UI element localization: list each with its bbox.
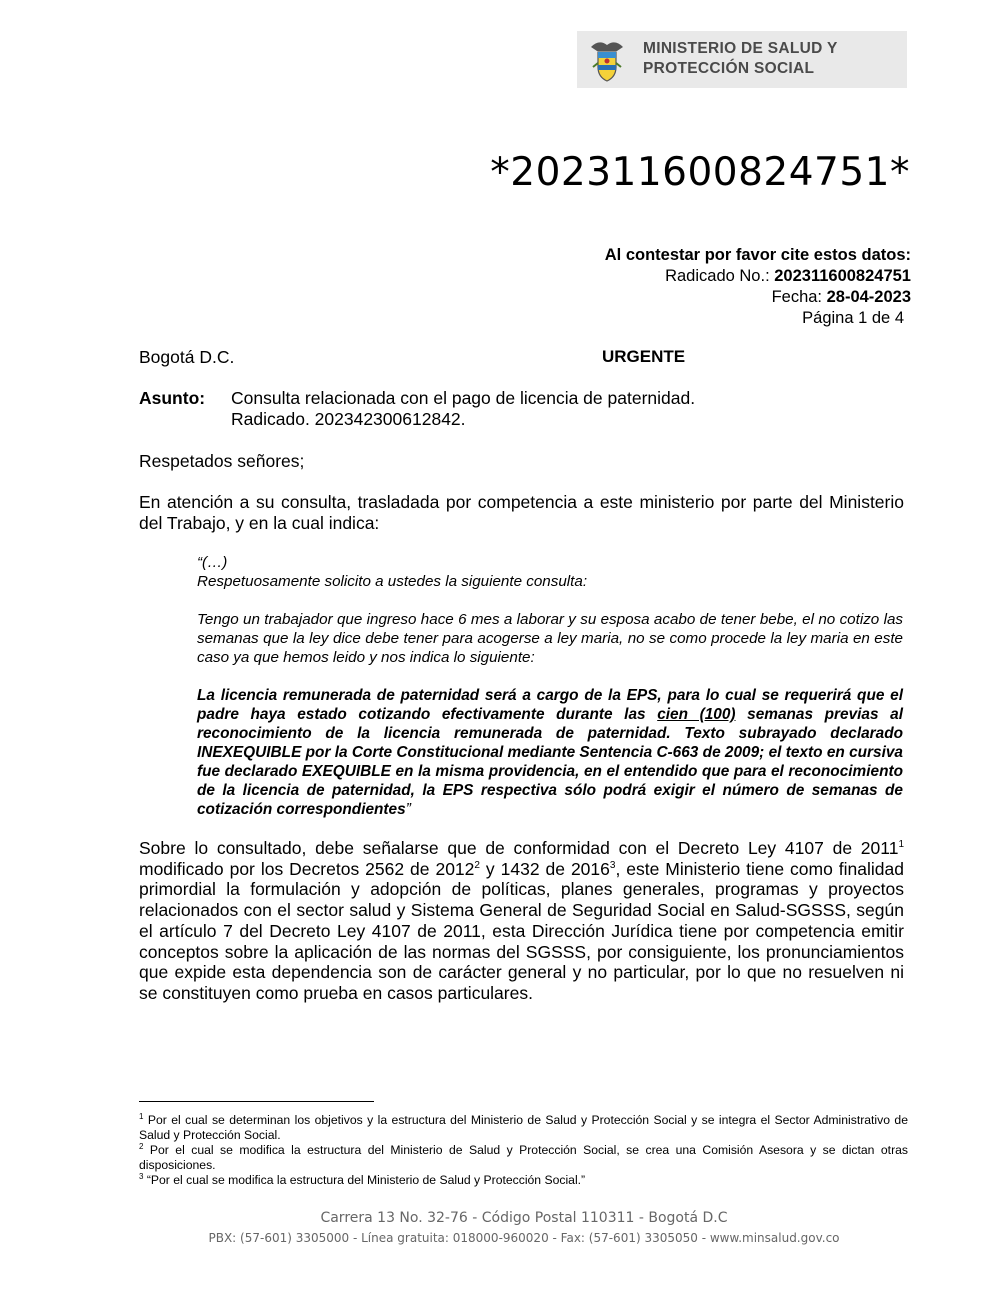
footnote-ref-1: 1 [898,839,904,851]
city-line: Bogotá D.C. [139,347,235,367]
underlined-text: cien (100) [657,706,736,723]
urgency-label: URGENTE [602,347,686,366]
quote-open: “(…) [197,554,228,571]
footnote-separator [139,1101,374,1102]
quote-request: Respetuosamente solicito a ustedes la siguiente consulta: [197,573,588,590]
intro-paragraph: En atención a su consulta, trasladada por competencia a este ministerio por parte del Ministerio del Trabajo, y en la cual indica: [139,492,904,533]
radicado-value: 202311600824751 [774,267,911,285]
radicado-line: Radicado No.: 202311600824751 [665,267,911,285]
footnote-2: $^2$ Por el cual se modifica la estructura del Ministerio de Salud y Protección Social, se crea una Comisión Asesora y se dictan otras disposiciones. [139,1141,908,1172]
coat-of-arms-icon [587,37,627,83]
asunto-label: Asunto: [139,388,206,408]
logo-line-2: PROTECCIÓN SOCIAL [643,60,815,77]
asunto-block [139,388,904,429]
fecha-value: 28-04-2023 [826,288,911,306]
asunto-line-2: Radicado. 202342300612842. [231,409,466,429]
barcode-number: *202311600824751* [490,150,910,195]
page-count: Página 1 de 4 [802,309,904,327]
body-paragraph: Sobre lo consultado, debe señalarse que de conformidad con el Decreto Ley 4107 de 2011$^1$ modificado por los Decretos 2562 de 2012$^2$ y 1432 de 2016$^3$, este Ministerio tiene como finalidad primordial la formulación y adopción de políticas, planes generales, programas y proyectos relacionados con el sector salud y Sistema General de Seguridad Social en Salud-SGSSS, según el artículo 7 del Decreto Ley 4107 de 2011, esta Dirección Jurídica tiene por competencia emitir conceptos sobre la aplicación de las normas del SGSSS, por consiguiente, los pronunciamientos que expide esta dependencia son de carácter general y no particular, por lo que no resuelven ni se constituyen como prueba en casos particulares. [139,838,904,1003]
footnote-ref-3: 3 [609,859,616,871]
quote-legal-text: La licencia remunerada de paternidad será a cargo de la EPS, para lo cual se requerirá que el padre haya estado cotizando efectivamente durante las cien (100) semanas previas al reconocimiento de la licencia remunerada de paternidad. Texto subrayado declarado INEXEQUIBLE por la Corte Constitucional mediante Sentencia C-663 de 2009; el texto en cursiva fue declarado EXEQUIBLE en la misma providencia, en el entendido que para el reconocimiento de la licencia de paternidad, la EPS respectiva sólo podrá exigir el número de semanas de cotización correspondientes” [197,687,903,818]
asunto-line-1: Consulta relacionada con el pago de licencia de paternidad. [231,388,696,408]
footnote-ref-2: 2 [474,859,480,871]
cite-heading: Al contestar por favor cite estos datos: [604,246,911,264]
greeting: Respetados señores; [139,451,305,471]
footnote-1: $^1$ Por el cual se determinan los objetivos y la estructura del Ministerio de Salud y Protección Social y se integra el Sector Administrativo de Salud y Protección Social. [139,1111,908,1142]
footnote-3: $^3$ “Por el cual se modifica la estructura del Ministerio de Salud y Protección Social.” [139,1171,586,1187]
logo-line-1: MINISTERIO DE SALUD Y [643,40,838,57]
footer-address: Carrera 13 No. 32-76 - Código Postal 110311 - Bogotá D.C [320,1210,728,1226]
footer-contact: PBX: (57-601) 3305000 - Línea gratuita: 018000-960020 - Fax: (57-601) 3305050 - www.minsalud.gov.co [208,1231,840,1245]
ministry-logo [577,31,907,88]
quote-paragraph: Tengo un trabajador que ingreso hace 6 mes a laborar y su esposa acabo de tener bebe, el no cotizo las semanas que la ley dice debe tener para acogerse a ley maria, no se como procede la ley maria en este caso ya que hemos leido y nos indica lo siguiente: [197,611,903,666]
fecha-line: Fecha: 28-04-2023 [771,288,911,306]
